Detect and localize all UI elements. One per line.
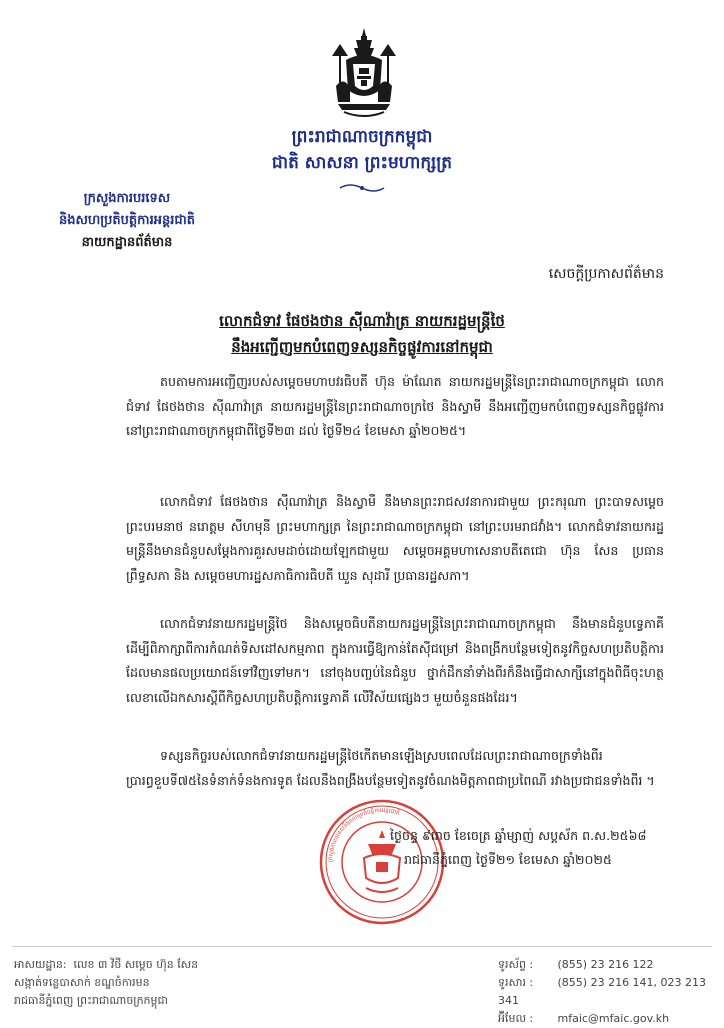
paragraph-2-text: លោកជំទាវ ផែថងថាន ស៊ីណាវ៉ាត្រ និងស្វាមី នឹងមានព្រះរាជសវនាការជាមួយ ព្រះករុណា ព្រះបាទសម្តេច ព្រះបរមនាថ នរោត្តម សីហមុនី ព្រះមហាក្សត្រ នៃព្រះរាជាណាចក្រកម្ពុជា នៅព្រះបរមរាជវាំង។ លោកជំទាវនាយករដ្ឋមន្ត្រីនឹងមានជំនួបសម្តែងការគួរសមដាច់ដោយឡែកជាមួយ សម្តេចអគ្គមហាសេនាបតីតេជោ ហ៊ុន សែន ប្រធានព្រឹទ្ធសភា និង សម្តេចមហារដ្ឋសភាធិការធិបតី ឃួន សុដារី ប្រធានរដ្ឋសភា។ <box>126 494 664 583</box>
solar-date: រាជធានីភ្នំពេញ ថ្ងៃទី២១ ខែមេសា ឆ្នាំ២០២៥ <box>404 852 612 867</box>
paragraph-3-text: លោកជំទាវនាយករដ្ឋមន្ត្រីថៃ និងសម្តេចធិបតីនាយករដ្ឋមន្ត្រីនៃព្រះរាជាណាចក្រកម្ពុជា នឹងមានជំនួបទ្វេភាគី ដើម្បីពិភាក្សាពីការកំណត់ទិសដៅសកម្មភាព ក្នុងការធ្វើឱ្យកាន់តែស៊ីជម្រៅ និងពង្រីកបន្ថែមទៀតនូវកិច្ចសហប្រតិបត្តិការដែលមានផលប្រយោជន៍ទៅវិញទៅមក។ នៅចុងបញ្ចប់នៃជំនួប ថ្នាក់ដឹកនាំទាំងពីរក៏នឹងធ្វើជាសាក្សីនៅក្នុងពិធីចុះហត្ថលេខាលើឯកសារស្តីពីកិច្ចសហប្រតិបត្តិការទ្វេភាគី លើវិស័យផ្សេងៗ មួយចំនួនផងដែរ។ <box>126 616 664 705</box>
address-line1: លេខ ៣ វិថី សម្តេច ហ៊ុន សែន <box>73 958 199 971</box>
kingdom-name: ព្រះរាជាណាចក្រកម្ពុជា <box>291 127 433 147</box>
ornament-icon <box>338 182 386 194</box>
footer-divider <box>12 946 712 947</box>
footer-contacts <box>498 956 724 1028</box>
title-line1: លោកជំទាវ ផែថងថាន ស៊ីណាវ៉ាត្រ នាយករដ្ឋមន្ត្រីថៃ <box>219 312 505 330</box>
email-row <box>498 1010 724 1028</box>
address-line2: សង្កាត់ទន្លេបាសាក់ ខណ្ឌចំការមន <box>14 976 150 989</box>
fax-row <box>498 974 724 1010</box>
address-row-1 <box>14 956 198 974</box>
email-value[interactable]: mfaic@mfaic.gov.kh <box>557 1012 670 1025</box>
ministry-name-line2: និងសហប្រតិបត្តិការអន្តរជាតិ <box>59 213 195 228</box>
ministry-name-line1: ក្រសួងការបរទេស <box>83 191 171 206</box>
paragraph-3 <box>126 612 664 744</box>
national-motto: ជាតិ សាសនា ព្រះមហាក្សត្រ <box>271 153 453 173</box>
lunar-date: ថ្ងៃចន្ទ ៩រោច ខែចេត្រ ឆ្នាំម្សាញ់ សប្តស័ក ព.ស.២៥៦៨ <box>390 828 647 843</box>
seal-text: ក្រសួងការបរទេសនិងសហប្រតិបត្តិការអន្តរជាតិ <box>327 807 401 863</box>
email-label: អ៊ីមែល : <box>498 1012 534 1025</box>
paragraph-1 <box>126 370 664 490</box>
department-name: នាយកដ្ឋានព័ត៌មាន <box>81 235 173 250</box>
address-label: អាសយដ្ឋាន: <box>14 958 67 971</box>
paragraph-1-text: តបតាមការអញ្ជើញរបស់សម្តេចមហាបវរធិបតី ហ៊ុន ម៉ាណែត នាយករដ្ឋមន្ត្រីនៃព្រះរាជាណាចក្រកម្ពុជា លោកជំទាវ ផែថងថាន ស៊ីណាវ៉ាត្រ នាយករដ្ឋមន្ត្រីនៃព្រះរាជាណាចក្រថៃ និងស្វាមី នឹងអញ្ជើញមកបំពេញទស្សនកិច្ចផ្លូវការនៅព្រះរាជាណាចក្រកម្ពុជាពីថ្ងៃទី២៣ ដល់ ថ្ងៃទី២៤ ខែមេសា ឆ្នាំ២០២៥។ <box>126 374 664 438</box>
fax-value: (855) 23 216 141, 023 213 341 <box>498 976 707 1007</box>
title-line2: នឹងអញ្ជើញមកបំពេញទស្សនកិច្ចផ្លូវការនៅកម្ពុជា <box>231 338 493 356</box>
phone-label: ទូរស័ព្ទ : <box>498 958 534 971</box>
phone-row <box>498 956 724 974</box>
phone-value: (855) 23 216 122 <box>557 958 654 971</box>
royal-coat-of-arms-icon <box>326 26 402 120</box>
fax-label: ទូរសារ : <box>498 976 534 989</box>
paragraph-4-text: ទស្សនកិច្ចរបស់លោកជំទាវនាយករដ្ឋមន្ត្រីថៃកើតមានឡើងស្របពេលដែលព្រះរាជាណាចក្រទាំងពីរប្រារព្ធខួបទី៧៥នៃទំនាក់ទំនងការទូត ដែលនឹងពង្រឹងបន្ថែមទៀតនូវចំណងមិត្តភាពជាប្រពៃណី រវាងប្រជាជនទាំងពីរ ។ <box>126 748 655 788</box>
document-type: សេចក្តីប្រកាសព័ត៌មាន <box>548 266 664 282</box>
address-line3: រាជធានីភ្នំពេញ ព្រះរាជាណាចក្រកម្ពុជា <box>14 994 168 1007</box>
footer-address <box>14 956 198 1010</box>
paragraph-2 <box>126 490 664 612</box>
